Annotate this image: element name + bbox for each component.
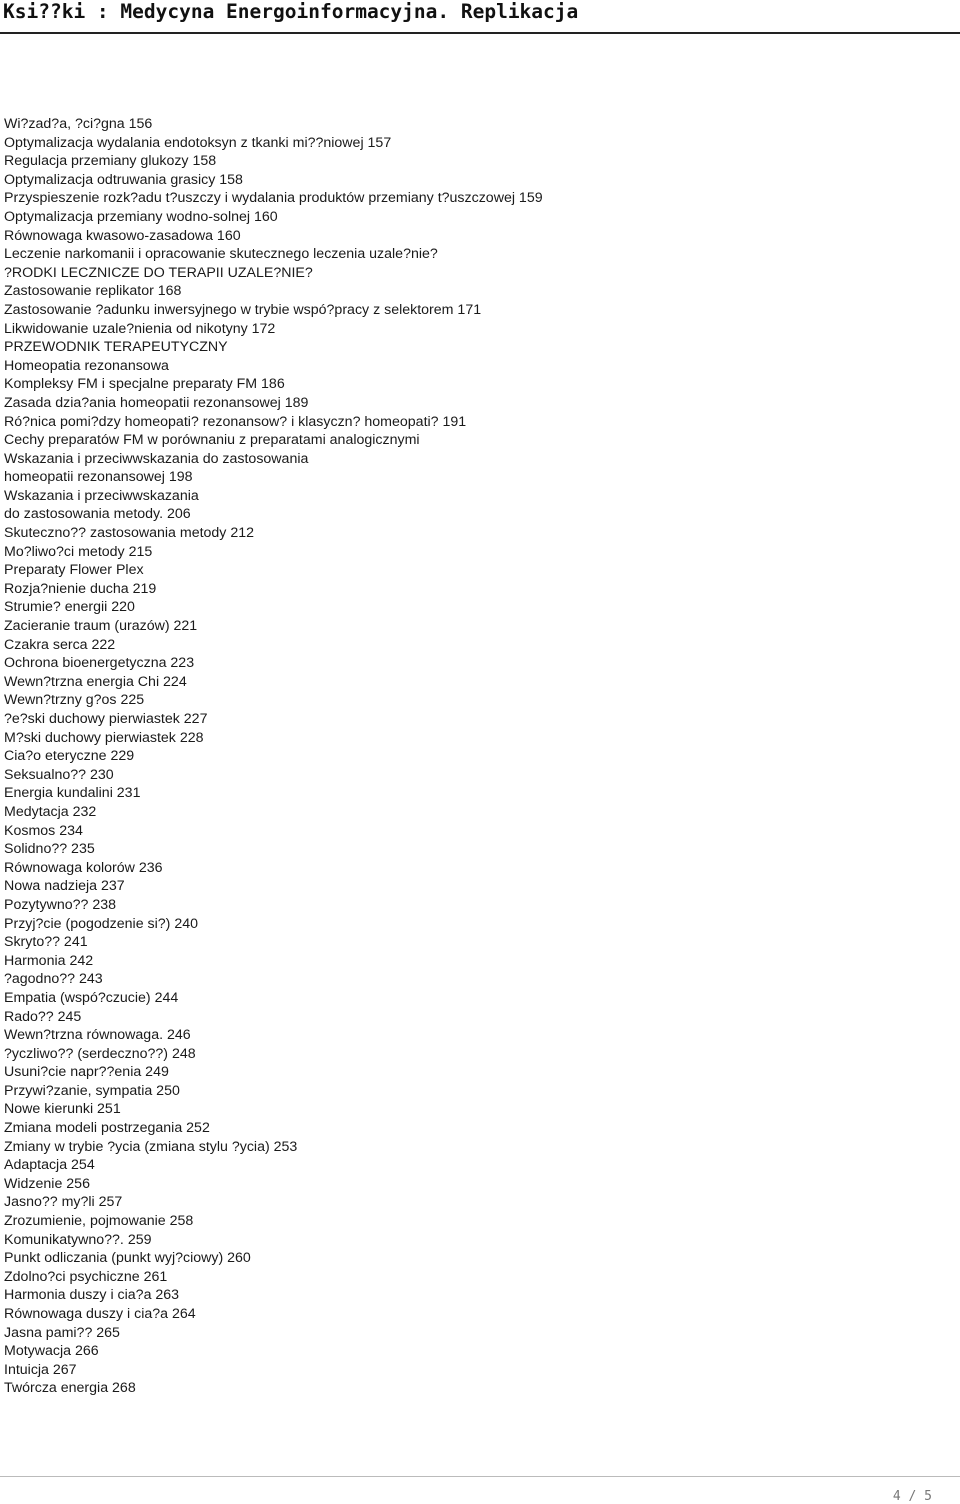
toc-entry: Punkt odliczania (punkt wyj?ciowy) 260 <box>4 1250 251 1267</box>
toc-entry: Leczenie narkomanii i opracowanie skutecznego leczenia uzale?nie? <box>4 246 438 263</box>
toc-entry: Optymalizacja odtruwania grasicy 158 <box>4 171 243 188</box>
toc-entry: Wskazania i przeciwwskazania do zastosowania <box>4 450 309 467</box>
toc-entry: Wewn?trzna energia Chi 224 <box>4 673 187 690</box>
toc-entry: Rado?? 245 <box>4 1008 82 1025</box>
toc-entry: M?ski duchowy pierwiastek 228 <box>4 729 204 746</box>
toc-entry: Równowaga kolorów 236 <box>4 859 163 876</box>
toc-entry: Optymalizacja przemiany wodno-solnej 160 <box>4 208 278 225</box>
toc-entry: Ochrona bioenergetyczna 223 <box>4 655 195 672</box>
toc-entry: Skuteczno?? zastosowania metody 212 <box>4 525 255 542</box>
toc-entry: PRZEWODNIK TERAPEUTYCZNY <box>4 339 228 356</box>
page-number: 4 / 5 <box>892 1489 932 1504</box>
toc-entry: Harmonia 242 <box>4 952 94 969</box>
toc-entry: Zmiana modeli postrzegania 252 <box>4 1120 210 1137</box>
toc-entry: ?e?ski duchowy pierwiastek 227 <box>4 711 208 727</box>
toc-entry: Solidno?? 235 <box>4 841 95 858</box>
toc-entry: Harmonia duszy i cia?a 263 <box>4 1287 180 1304</box>
toc-entry: Komunikatywno??. 259 <box>4 1231 152 1248</box>
toc-entry: Ró?nica pomi?dzy homeopati? rezonansow? i klasyczn? homeopati? 191 <box>4 413 467 430</box>
toc-entry: Kompleksy FM i specjalne preparaty FM 186 <box>4 376 285 393</box>
toc-entry: Zacieranie traum (urazów) 221 <box>4 618 198 635</box>
toc-entry: Wewn?trzny g?os 225 <box>4 692 145 709</box>
toc-entry: Zastosowanie replikator 168 <box>4 283 182 300</box>
toc-entry: Mo?liwo?ci metody 215 <box>4 543 153 560</box>
toc-entry: Regulacja przemiany glukozy 158 <box>4 153 217 170</box>
toc-entry: Optymalizacja wydalania endotoksyn z tkanki mi??niowej 157 <box>4 134 392 151</box>
toc-entry: ?agodno?? 243 <box>4 971 103 988</box>
toc-entry: Przywi?zanie, sympatia 250 <box>4 1082 180 1099</box>
table-of-contents <box>4 115 543 1398</box>
toc-entry: Równowaga kwasowo-zasadowa 160 <box>4 227 241 244</box>
toc-entry: Skryto?? 241 <box>4 934 88 951</box>
toc-entry: Zdolno?ci psychiczne 261 <box>4 1268 168 1285</box>
toc-entry: Cechy preparatów FM w porównaniu z preparatami analogicznymi <box>4 432 420 449</box>
toc-entry: Zasada dzia?ania homeopatii rezonansowej 189 <box>4 394 309 411</box>
toc-entry: Zrozumienie, pojmowanie 258 <box>4 1213 194 1230</box>
toc-entry: Intuicja 267 <box>4 1361 77 1378</box>
toc-entry: homeopatii rezonansowej 198 <box>4 469 193 486</box>
toc-entry: Zastosowanie ?adunku inwersyjnego w trybie wspó?pracy z selektorem 171 <box>4 301 482 318</box>
toc-entry: Widzenie 256 <box>4 1175 90 1192</box>
toc-entry: Cia?o eteryczne 229 <box>4 748 135 765</box>
toc-entry: Homeopatia rezonansowa <box>4 357 169 374</box>
toc-entry: Przyj?cie (pogodzenie si?) 240 <box>4 915 199 932</box>
toc-entry: Równowaga duszy i cia?a 264 <box>4 1306 196 1322</box>
toc-entry: Strumie? energii 220 <box>4 599 135 616</box>
toc-entry: do zastosowania metody. 206 <box>4 506 191 523</box>
page-title: Ksi??ki : Medycyna Energoinformacyjna. Replikacja <box>3 0 579 23</box>
toc-entry: Jasna pami?? 265 <box>4 1324 120 1341</box>
toc-entry: Likwidowanie uzale?nienia od nikotyny 172 <box>4 320 276 337</box>
toc-entry: Kosmos 234 <box>4 822 83 839</box>
toc-entry: Nowe kierunki 251 <box>4 1101 121 1118</box>
toc-entry: Motywacja 266 <box>4 1343 99 1360</box>
toc-entry: Nowa nadzieja 237 <box>4 878 125 895</box>
toc-entry: Pozytywno?? 238 <box>4 896 116 913</box>
toc-entry: Usuni?cie napr??enia 249 <box>4 1064 169 1081</box>
toc-entry: Medytacja 232 <box>4 803 97 820</box>
footer-divider <box>0 1476 960 1477</box>
toc-entry: Twórcza energia 268 <box>4 1380 136 1397</box>
toc-entry: Przyspieszenie rozk?adu t?uszczy i wydalania produktów przemiany t?uszczowej 159 <box>4 190 543 207</box>
toc-entry: Energia kundalini 231 <box>4 785 141 802</box>
toc-entry: Empatia (wspó?czucie) 244 <box>4 989 179 1006</box>
toc-entry: Czakra serca 222 <box>4 636 116 653</box>
toc-entry: ?yczliwo?? (serdeczno??) 248 <box>4 1045 196 1062</box>
toc-entry: Seksualno?? 230 <box>4 766 114 783</box>
toc-entry: Adaptacja 254 <box>4 1157 95 1174</box>
toc-entry: Preparaty Flower Plex <box>4 562 144 579</box>
toc-entry: Jasno?? my?li 257 <box>4 1194 123 1211</box>
toc-entry: Zmiany w trybie ?ycia (zmiana stylu ?ycia) 253 <box>4 1138 298 1155</box>
toc-entry: Wskazania i przeciwwskazania <box>4 487 199 504</box>
toc-entry: ?RODKI LECZNICZE DO TERAPII UZALE?NIE? <box>4 264 313 281</box>
toc-entry: Wewn?trzna równowaga. 246 <box>4 1027 191 1044</box>
toc-entry: Rozja?nienie ducha 219 <box>4 580 157 597</box>
header-divider <box>0 32 960 34</box>
toc-entry: Wi?zad?a, ?ci?gna 156 <box>4 116 153 132</box>
